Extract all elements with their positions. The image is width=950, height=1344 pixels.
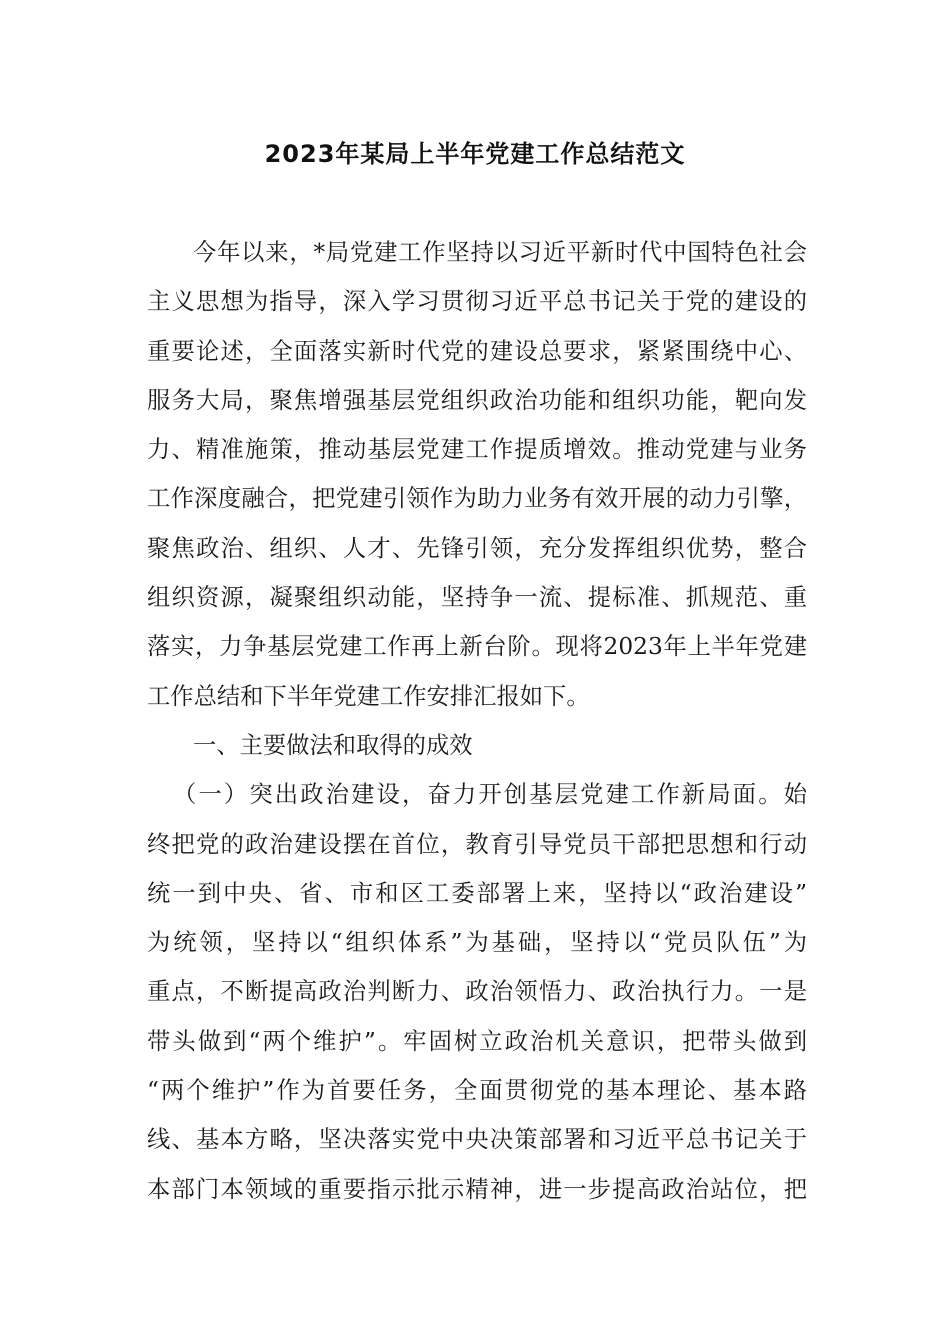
- paragraph-line: 终把党的政治建设摆在首位，教育引导党员干部把思想和行动: [147, 830, 807, 858]
- document-body: [147, 228, 807, 1214]
- document-title: 2023年某局上半年党建工作总结范文: [264, 140, 686, 168]
- paragraph-line: 组织资源，凝聚组织动能，坚持争一流、提标准、抓规范、重: [147, 584, 807, 612]
- paragraph-line: 服务大局，聚焦增强基层党组织政治功能和组织功能，靶向发: [147, 386, 807, 414]
- paragraph-line: 工作深度融合，把党建引领作为助力业务有效开展的动力引擎，: [147, 485, 807, 513]
- paragraph-line: 带头做到“两个维护”。牢固树立政治机关意识，把带头做到: [147, 1027, 807, 1055]
- paragraph-line: 重点，不断提高政治判断力、政治领悟力、政治执行力。一是: [147, 978, 807, 1006]
- paragraph-line: 聚焦政治、组织、人才、先锋引领，充分发挥组织优势，整合: [147, 534, 807, 562]
- paragraph-line: 落实，力争基层党建工作再上新台阶。现将2023年上半年党建: [147, 633, 807, 661]
- paragraph-line: （一）突出政治建设，奋力开创基层党建工作新局面。始: [173, 781, 807, 809]
- paragraph-line: 力、精准施策，推动基层党建工作提质增效。推动党建与业务: [147, 436, 807, 464]
- paragraph-line: 本部门本领域的重要指示批示精神，进一步提高政治站位，把: [147, 1175, 807, 1203]
- paragraph-line: 工作总结和下半年党建工作安排汇报如下。: [147, 682, 590, 710]
- paragraph-line: 重要论述，全面落实新时代党的建设总要求，紧紧围绕中心、: [147, 337, 807, 365]
- paragraph-line: 主义思想为指导，深入学习贯彻习近平总书记关于党的建设的: [147, 288, 807, 316]
- paragraph-line: 今年以来，*局党建工作坚持以习近平新时代中国特色社会: [193, 239, 807, 266]
- section-heading: 一、主要做法和取得的成效: [193, 731, 473, 759]
- paragraph-line: 统一到中央、省、市和区工委部署上来，坚持以“政治建设”: [147, 879, 807, 907]
- paragraph-line: 线、基本方略，坚决落实党中央决策部署和习近平总书记关于: [147, 1126, 807, 1154]
- paragraph-line: 为统领，坚持以“组织体系”为基础，坚持以“党员队伍”为: [147, 929, 807, 957]
- paragraph-line: “两个维护”作为首要任务，全面贯彻党的基本理论、基本路: [147, 1077, 807, 1105]
